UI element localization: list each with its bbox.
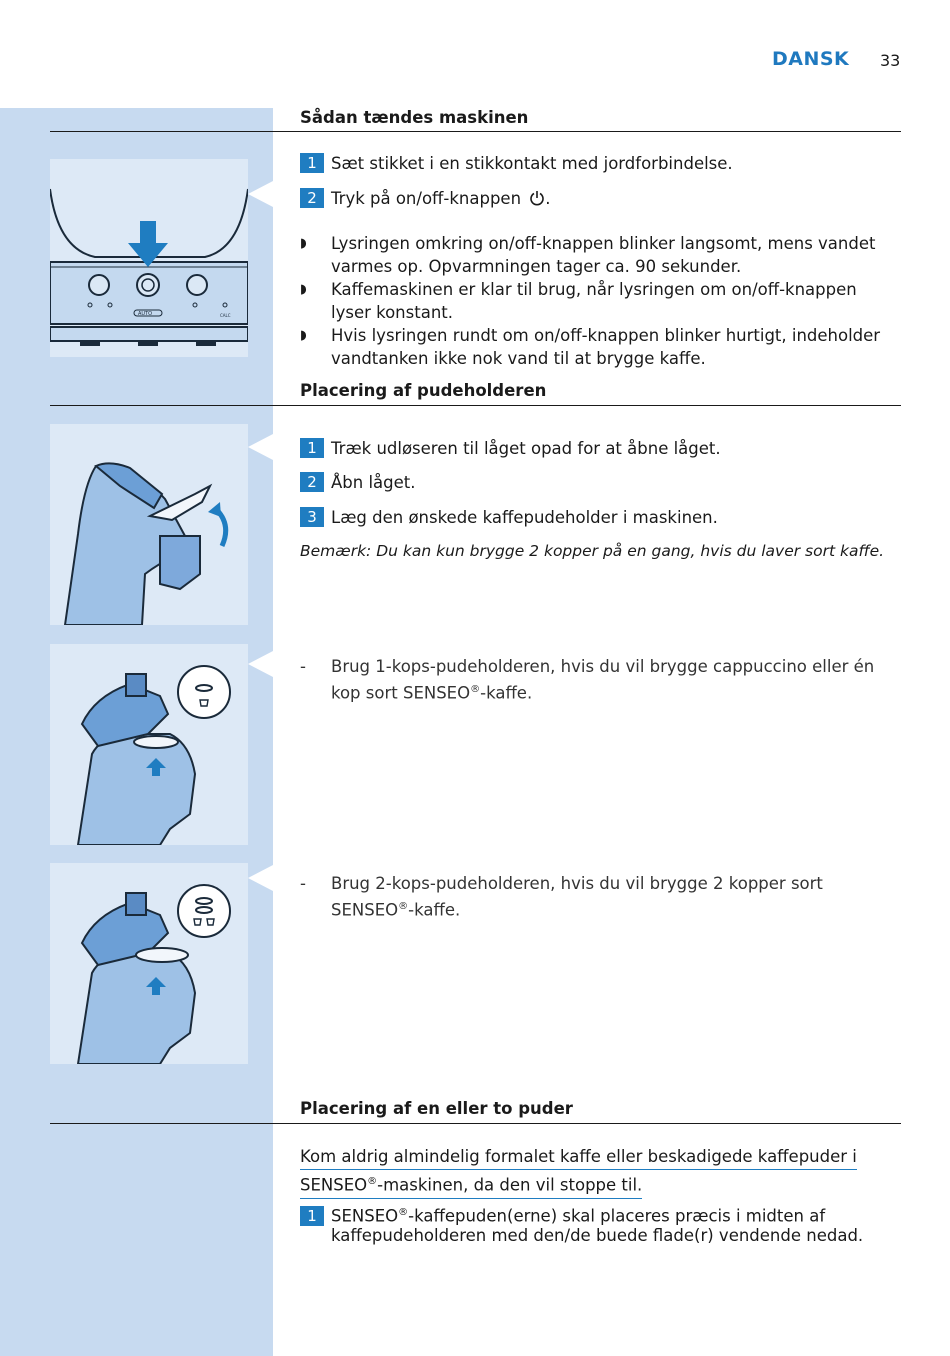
step-pods-1-continued: kaffepudeholderen med den/de buede flade(r) vendende nedad.: [331, 1226, 864, 1245]
illustration-one-cup-holder: [50, 644, 248, 845]
step-text: Sæt stikket i en stikkontakt med jordforbindelse.: [331, 154, 733, 173]
dash-mark: -: [300, 657, 306, 676]
step-text: -kaffepuden(erne) skal placeres præcis i midten af: [408, 1206, 826, 1226]
one-cup-suffix: -kaffe.: [480, 683, 533, 703]
notch: [248, 181, 273, 207]
bullet-text: Hvis lysringen rundt om on/off-knappen blinker hurtigt, indeholder vandtanken ikke nok vand til at brygge kaffe.: [331, 326, 881, 368]
warning-line-2-text: -maskinen, da den vil stoppe til.: [377, 1175, 643, 1195]
machine-one-cup-drawing: [50, 644, 248, 845]
power-icon: [529, 190, 545, 206]
notch: [248, 865, 273, 891]
illustration-power-button: [50, 159, 248, 357]
step-text: Åbn låget.: [331, 473, 416, 492]
registered-mark: ®: [367, 1176, 378, 1187]
brand-name: SENSEO: [300, 1175, 368, 1195]
rotate-arrow-icon: [208, 502, 221, 517]
two-cup-suffix: -kaffe.: [408, 900, 461, 920]
bullet-icon: ◗: [300, 282, 307, 297]
step-number: 1: [300, 1206, 324, 1226]
section-title-pods: Placering af en eller to puder: [300, 1099, 573, 1118]
step-number: 1: [300, 153, 324, 173]
instruction-two-cup: [300, 872, 900, 922]
section-title-turn-on: Sådan tændes maskinen: [300, 108, 529, 127]
step-pod-holder-1: [300, 437, 721, 460]
bullet-item: [300, 278, 900, 324]
page-number: 33: [880, 51, 901, 70]
step-number: 2: [300, 188, 324, 208]
panel-label-2: CALC: [220, 313, 231, 318]
step-text: Tryk på on/off-knappen: [331, 189, 522, 208]
step-pod-holder-2: [300, 471, 416, 494]
bullet-item: [300, 324, 900, 370]
brand-name: SENSEO: [331, 1206, 399, 1226]
section-rule: [50, 405, 901, 406]
one-cup-text: Brug 1-kops-pudeholderen, hvis du vil brygge cappuccino eller én kop sort SENSEO: [331, 657, 875, 703]
step-number: 1: [300, 438, 324, 458]
bullet-text: Kaffemaskinen er klar til brug, når lysringen om on/off-knappen lyser konstant.: [331, 280, 857, 322]
section-rule: [50, 131, 901, 132]
step-text: Træk udløseren til låget opad for at åbne låget.: [331, 439, 721, 458]
dash-mark: -: [300, 874, 306, 893]
bullet-item: [300, 232, 900, 278]
machine-two-cup-drawing: [50, 863, 248, 1064]
note-text: Bemærk: Du kan kun brygge 2 kopper på en gang, hvis du laver sort kaffe.: [300, 542, 885, 560]
section-title-pod-holder: Placering af pudeholderen: [300, 381, 547, 400]
illustration-two-cup-holder: [50, 863, 248, 1064]
instruction-one-cup: [300, 655, 900, 705]
warning-line-2: [300, 1170, 642, 1199]
step-turn-on-1: [300, 152, 733, 175]
step-number: 3: [300, 507, 324, 527]
step-pod-holder-3: [300, 506, 718, 529]
bullet-icon: ◗: [300, 236, 307, 251]
language-label: DANSK: [772, 48, 850, 70]
section-rule: [50, 1123, 901, 1124]
step-number: 2: [300, 472, 324, 492]
bullet-text: Lysringen omkring on/off-knappen blinker langsomt, mens vandet varmes op. Opvarmningen tager ca. 90 sekunder.: [331, 234, 876, 276]
warning-text: [300, 1145, 900, 1199]
step-turn-on-2: 2 Tryk på on/off-knappen .: [300, 187, 551, 210]
registered-mark: ®: [470, 684, 481, 695]
notch: [248, 651, 273, 677]
notch: [248, 434, 273, 460]
step-text: Læg den ønskede kaffepudeholder i maskinen.: [331, 508, 718, 527]
two-cup-text: Brug 2-kops-pudeholderen, hvis du vil brygge 2 kopper sort SENSEO: [331, 874, 823, 920]
registered-mark: ®: [398, 901, 409, 912]
registered-mark: ®: [398, 1207, 409, 1218]
bullet-icon: ◗: [300, 328, 307, 343]
machine-side-drawing: [50, 424, 248, 625]
illustration-open-lid: [50, 424, 248, 625]
warning-line-1: Kom aldrig almindelig formalet kaffe eller beskadigede kaffepuder i: [300, 1145, 857, 1170]
panel-label: AUTO: [138, 311, 153, 317]
machine-front-drawing: [50, 159, 248, 357]
